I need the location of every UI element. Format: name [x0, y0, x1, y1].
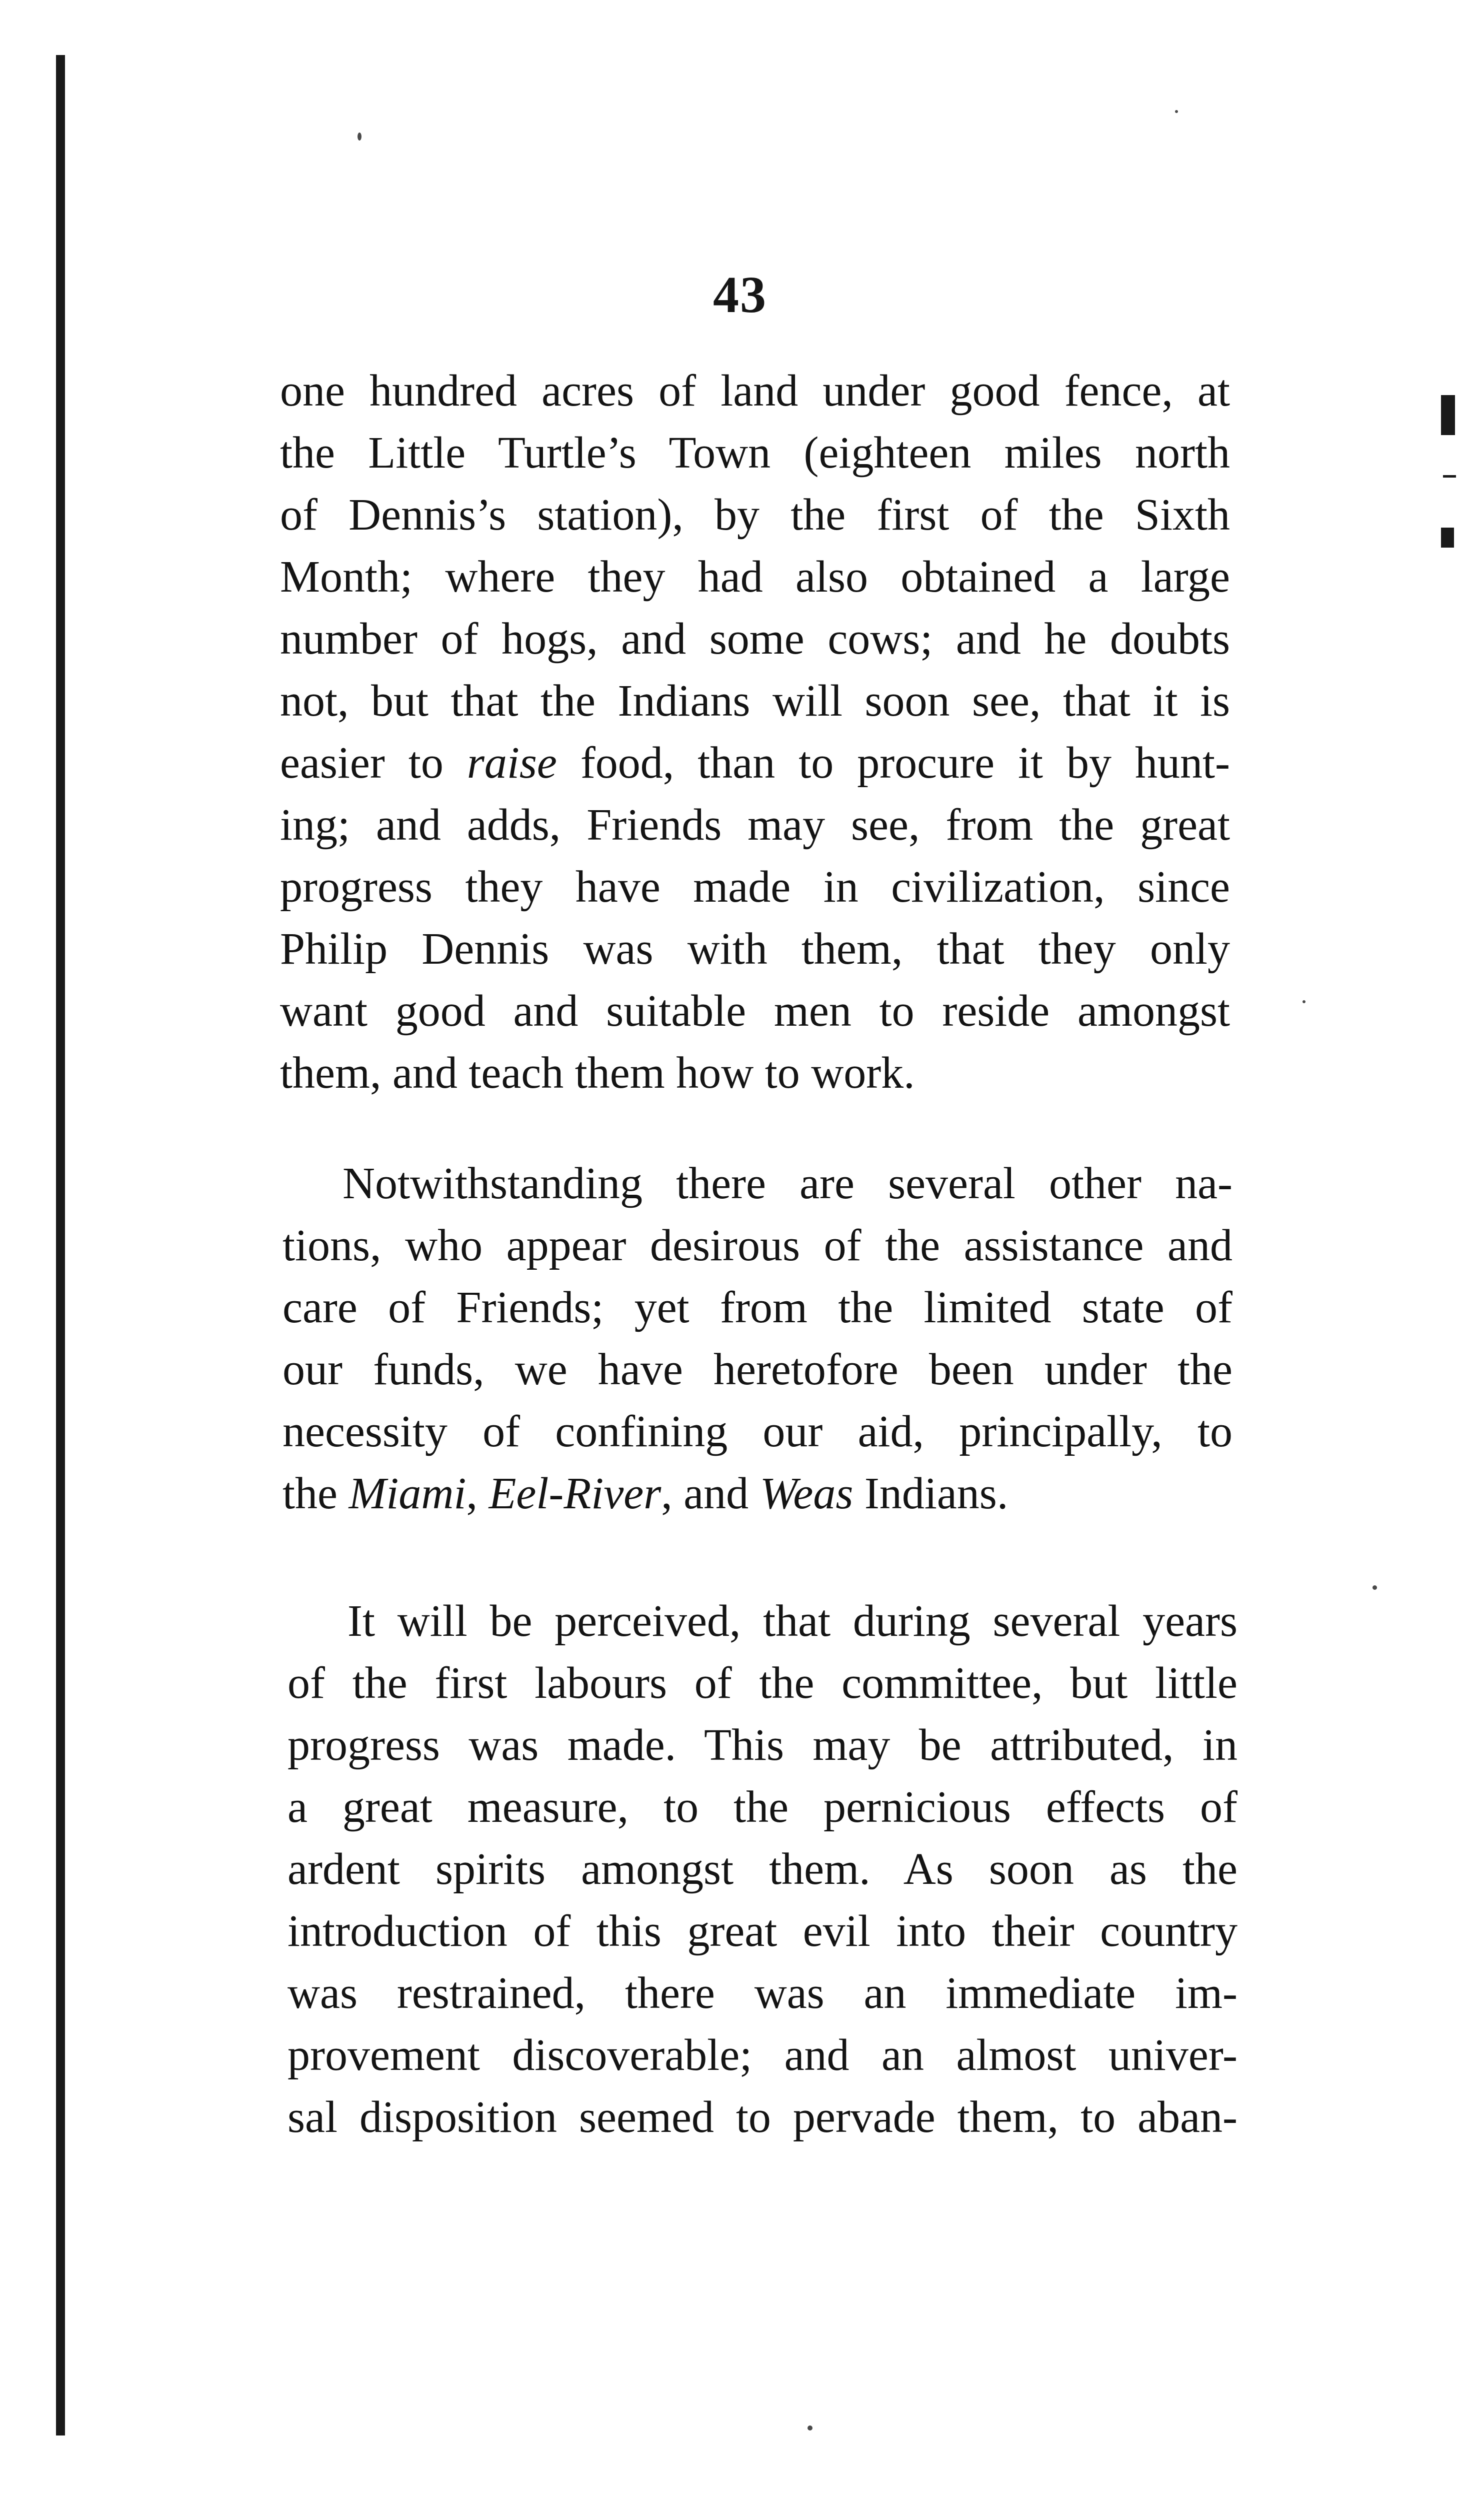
- paragraph-2-line: necessity of confining our aid, principally, to: [282, 1407, 1232, 1456]
- paragraph-1-line: not, but that the Indians will soon see, that it is: [280, 676, 1230, 726]
- margin-mark: [1443, 475, 1456, 478]
- paragraph-1-line-with-italic: [280, 732, 1230, 794]
- paragraph-3-line: introduction of this great evil into their country: [288, 1906, 1238, 1956]
- paragraph-2-line-with-italics: [282, 1463, 1232, 1525]
- italic-word-miami: Miami: [348, 1469, 466, 1518]
- line-text: easier to: [280, 738, 467, 788]
- line-text: , and: [661, 1469, 760, 1518]
- paragraph-3: [288, 1590, 1238, 2148]
- paragraph-3-line: of the first labours of the committee, but little: [288, 1658, 1238, 1708]
- paragraph-3-line: sal disposition seemed to pervade them, to aban-: [288, 2092, 1238, 2142]
- print-speck: [358, 133, 362, 141]
- line-text: the: [282, 1469, 349, 1518]
- paragraph-1-line: progress they have made in civilization, since: [280, 862, 1230, 912]
- italic-word-weas: Weas: [760, 1469, 854, 1518]
- paragraph-2-line: our funds, we have heretofore been under the: [282, 1345, 1232, 1394]
- paragraph-1-line: one hundred acres of land under good fence, at: [280, 366, 1230, 416]
- binding-edge-rule: [56, 55, 65, 2435]
- paragraph-3-line: was restrained, there was an immediate im-: [288, 1968, 1238, 2018]
- paragraph-1-line: Month; where they had also obtained a large: [280, 552, 1230, 602]
- line-text: Indians.: [853, 1469, 1008, 1518]
- paragraph-3-line: ardent spirits amongst them. As soon as the: [288, 1844, 1238, 1894]
- paragraph-1-line: number of hogs, and some cows; and he doubts: [280, 614, 1230, 664]
- paragraph-2-line: tions, who appear desirous of the assistance and: [282, 1221, 1232, 1270]
- paragraph-1-line: them, and teach them how to work.: [280, 1048, 915, 1098]
- line-text: ,: [466, 1469, 489, 1518]
- paragraph-3-line: progress was made. This may be attributed, in: [288, 1720, 1238, 1770]
- paragraph-1-line: the Little Turtle’s Town (eighteen miles north: [280, 428, 1230, 478]
- paragraph-1: [280, 360, 1230, 1104]
- paragraph-1-line: want good and suitable men to reside amongst: [280, 986, 1230, 1036]
- print-speck: [1175, 110, 1178, 113]
- paragraph-1-line: Philip Dennis was with them, that they only: [280, 924, 1230, 974]
- line-text: food, than to procure it by hunt-: [556, 738, 1230, 788]
- print-speck: [1372, 1585, 1377, 1590]
- italic-word-raise: raise: [466, 738, 557, 788]
- print-speck: [808, 2425, 812, 2430]
- paragraph-3-line: provement discoverable; and an almost univer-: [288, 2030, 1238, 2080]
- paragraph-2-line: care of Friends; yet from the limited state of: [282, 1283, 1232, 1332]
- margin-mark: [1441, 395, 1455, 435]
- paragraph-1-line: of Dennis’s station), by the first of the Sixth: [280, 490, 1230, 540]
- page-number: 43: [713, 266, 767, 324]
- paragraph-1-line: ing; and adds, Friends may see, from the great: [280, 800, 1230, 850]
- paragraph-3-line: It will be perceived, that during several years: [348, 1596, 1238, 1646]
- paragraph-2-line: Notwithstanding there are several other na-: [342, 1159, 1232, 1208]
- print-speck: [1302, 1000, 1306, 1003]
- margin-mark: [1441, 528, 1454, 548]
- italic-word-eel-river: Eel-River: [488, 1469, 662, 1518]
- paragraph-2: [282, 1153, 1232, 1525]
- paragraph-3-line: a great measure, to the pernicious effects of: [288, 1782, 1238, 1832]
